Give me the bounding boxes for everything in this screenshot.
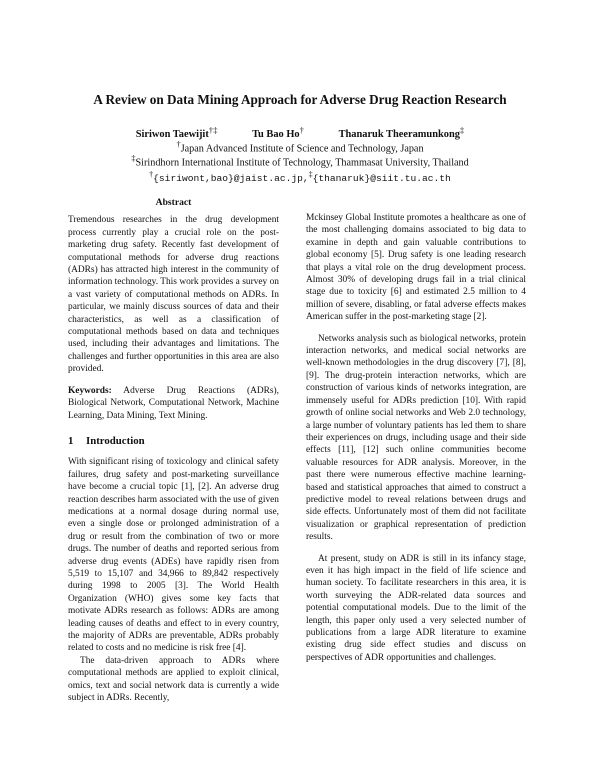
left-column bbox=[68, 197, 279, 704]
author: Siriwon Taewijit†‡ bbox=[135, 125, 218, 141]
abstract-text: Tremendous researches in the drug development process currently play a crucial role on the post-marketing drug safety. Recently fast development of computational methods for adverse drug reactions (ADRs) has attracted high interest in the community of information technology. This work provides a survey on a vast variety of computational methods on ADRs. In particular, we mainly discuss sources of data and their characteristics, as well as a classification of computational methods based on data and techniques used, including their advantages and limitations. The challenges and further opportunities in this area are also provided. bbox=[68, 215, 279, 375]
abstract-heading: Abstract bbox=[155, 197, 192, 208]
right-column bbox=[306, 212, 526, 664]
author-emails: †{siriwont,bao}@jaist.ac.jp,‡{thanaruk}@siit.tu.ac.th bbox=[149, 170, 451, 185]
keywords-text: Adverse Drug Reactions (ADRs), Biological Network, Computational Network, Machine Learning, Data Mining, Text Mining. bbox=[68, 385, 279, 421]
author: Tu Bao Ho† bbox=[252, 125, 304, 141]
section-title: Introduction bbox=[86, 434, 145, 447]
paper-title: A Review on Data Mining Approach for Adverse Drug Reaction Research bbox=[93, 92, 507, 107]
author: Thanaruk Theeramunkong‡ bbox=[338, 125, 465, 141]
keywords-label: Keywords: bbox=[68, 385, 112, 396]
section-number: 1 bbox=[68, 434, 74, 447]
affiliation: †Japan Advanced Institute of Science and Technology, Japan bbox=[176, 139, 424, 155]
affiliation: ‡Sirindhorn International Institute of Technology, Thammasat University, Thailand bbox=[131, 153, 469, 169]
paragraph: With significant rising of toxicology and clinical safety failures, drug safety and post-marketing surveillance have become a crucial topic [1], [2]. An adverse drug reaction describes harm associated with the use of given medications at a normal dosage during normal use, even a single dose or prolonged administration of a drug or result from the combination of two or more drugs. The number of deaths and reported serious from adverse drug events (ADEs) have rapidly risen from 5,519 to 15,107 and 34,966 to 89,842 respectively during 1998 to 2005 [3]. The World Health Organization (WHO) gives some key facts that motivate ADRs research as follows: ADRs are among leading causes of deaths and effect to in every country, the majority of ADRs are preventable, ADRs probably related to costs and no medicine is risk free [4]. bbox=[68, 457, 279, 654]
abstract bbox=[68, 214, 279, 422]
paragraph: The data-driven approach to ADRs where computational methods are applied to exploit clinical, omics, text and social network data is currently a wide subject in ADRs. Recently, bbox=[68, 655, 279, 704]
keywords bbox=[68, 385, 279, 422]
paragraph: Networks analysis such as biological networks, protein interaction networks, and medical social networks are well-known methodologies in the drug discovery [7], [8], [9]. The drug-protein interaction networks, which are construction of various kinds of networks integration, are immensely useful for ADRs prediction [10]. With rapid growth of online social networks and Web 2.0 technology, a large number of voluntary patients has led them to share their experiences on drugs, including usage and their side effects [11], [12] such online communities become valuable resources for ADR analysis. Moreover, in the past there were numerous effective machine learning-based and statistical approaches that aimed to construct a predictive model to reveal relations between drugs and side effects. Unfortunately most of them did not facilitate visualization or graphical representation of prediction results. bbox=[306, 333, 526, 543]
section-heading bbox=[68, 435, 279, 447]
paragraph: Mckinsey Global Institute promotes a healthcare as one of the most challenging domains associated to big data to examine in depth and gain valuable contributions to global economy [5]. Drug safety is one leading research that plays a vital role on the drug development process. Almost 30% of developing drugs fail in a trial clinical stage due to toxicity [6] and estimated 2.5 million to 4 million of severe, disabling, or fatal adverse effects makes American suffer in the post-marketing stage [2]. bbox=[306, 213, 526, 323]
paragraph: At present, study on ADR is still in its infancy stage, even it has high impact in the field of life science and human society. To facilitate researchers in this area, it is worth surveying the ADR-related data sources and potential computational models. Due to the limit of the length, this paper only used a very selected number of publications from a large ADR literature to examine existing drug side effect studies and discuss on perspectives of ADR opportunities and challenges. bbox=[306, 553, 526, 663]
